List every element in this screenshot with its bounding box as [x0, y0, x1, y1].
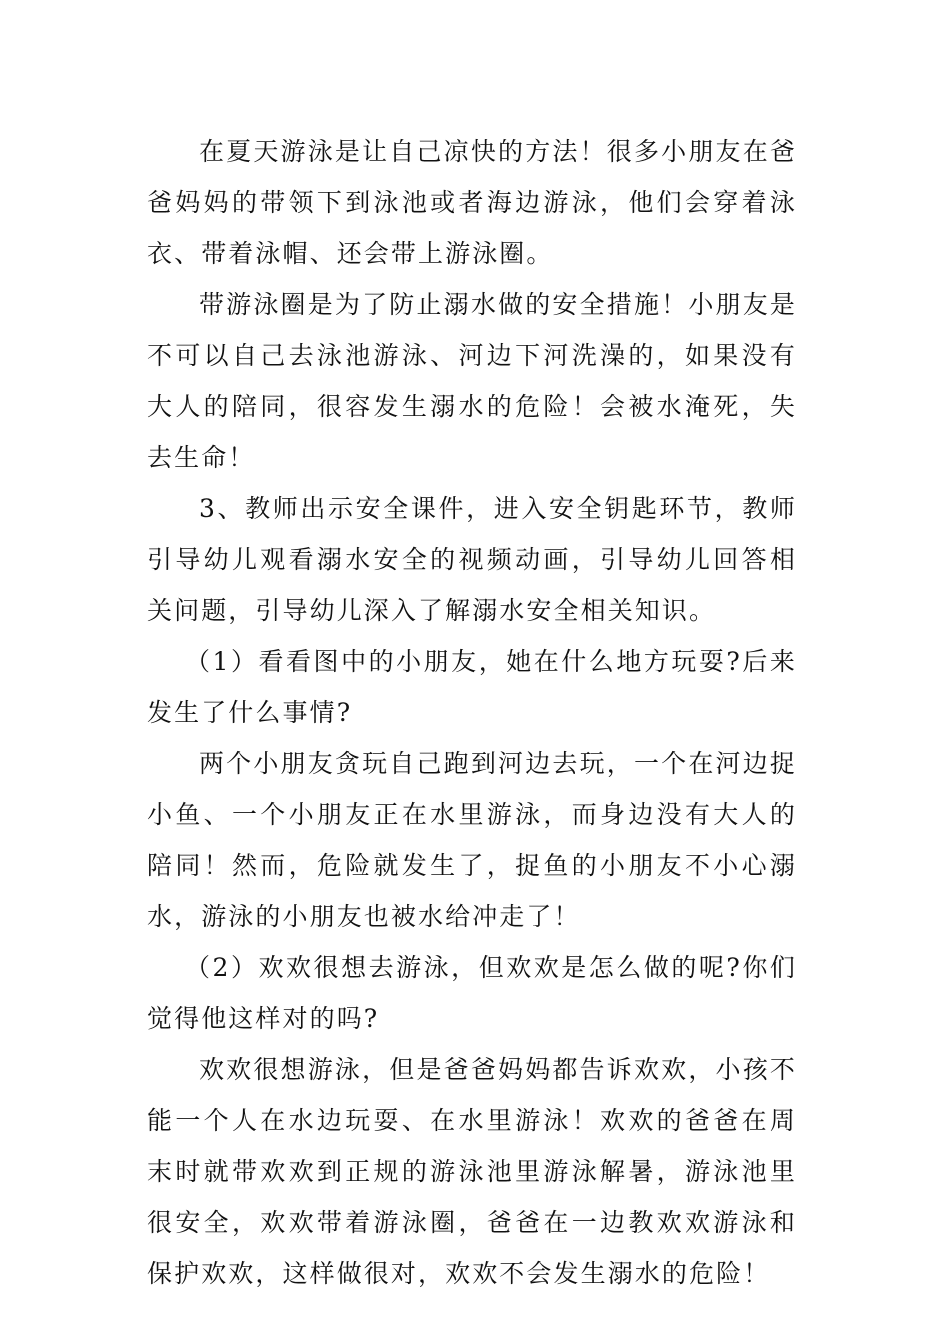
- body-text: [147, 126, 797, 1299]
- paragraph-answer-2: 欢欢很想游泳，但是爸爸妈妈都告诉欢欢，小孩不能一个人在水边玩耍、在水里游泳！欢欢的爸爸在周末时就带欢欢到正规的游泳池里游泳解暑，游泳池里很安全，欢欢带着游泳圈，爸爸在一边教欢欢游泳和保护欢欢，这样做很对，欢欢不会发生溺水的危险！: [147, 1055, 797, 1288]
- paragraph-question-1: （1）看看图中的小朋友，她在什么地方玩耍?后来发生了什么事情?: [147, 647, 797, 727]
- paragraph-swim-ring-safety: 带游泳圈是为了防止溺水做的安全措施！小朋友是不可以自己去泳池游泳、河边下河洗澡的，如果没有大人的陪同，很容发生溺水的危险！会被水淹死，失去生命！: [147, 290, 797, 472]
- paragraph-summer-swimming: 在夏天游泳是让自己凉快的方法！很多小朋友在爸爸妈妈的带领下到泳池或者海边游泳，他们会穿着泳衣、带着泳帽、还会带上游泳圈。: [147, 137, 797, 268]
- paragraph-question-2: （2）欢欢很想去游泳，但欢欢是怎么做的呢?你们觉得他这样对的吗?: [147, 953, 797, 1033]
- paragraph-answer-1: 两个小朋友贪玩自己跑到河边去玩，一个在河边捉小鱼、一个小朋友正在水里游泳，而身边没有大人的陪同！然而，危险就发生了，捉鱼的小朋友不小心溺水，游泳的小朋友也被水给冲走了！: [147, 749, 797, 931]
- paragraph-step-3-courseware: 3、教师出示安全课件，进入安全钥匙环节，教师引导幼儿观看溺水安全的视频动画，引导幼儿回答相关问题，引导幼儿深入了解溺水安全相关知识。: [147, 494, 797, 625]
